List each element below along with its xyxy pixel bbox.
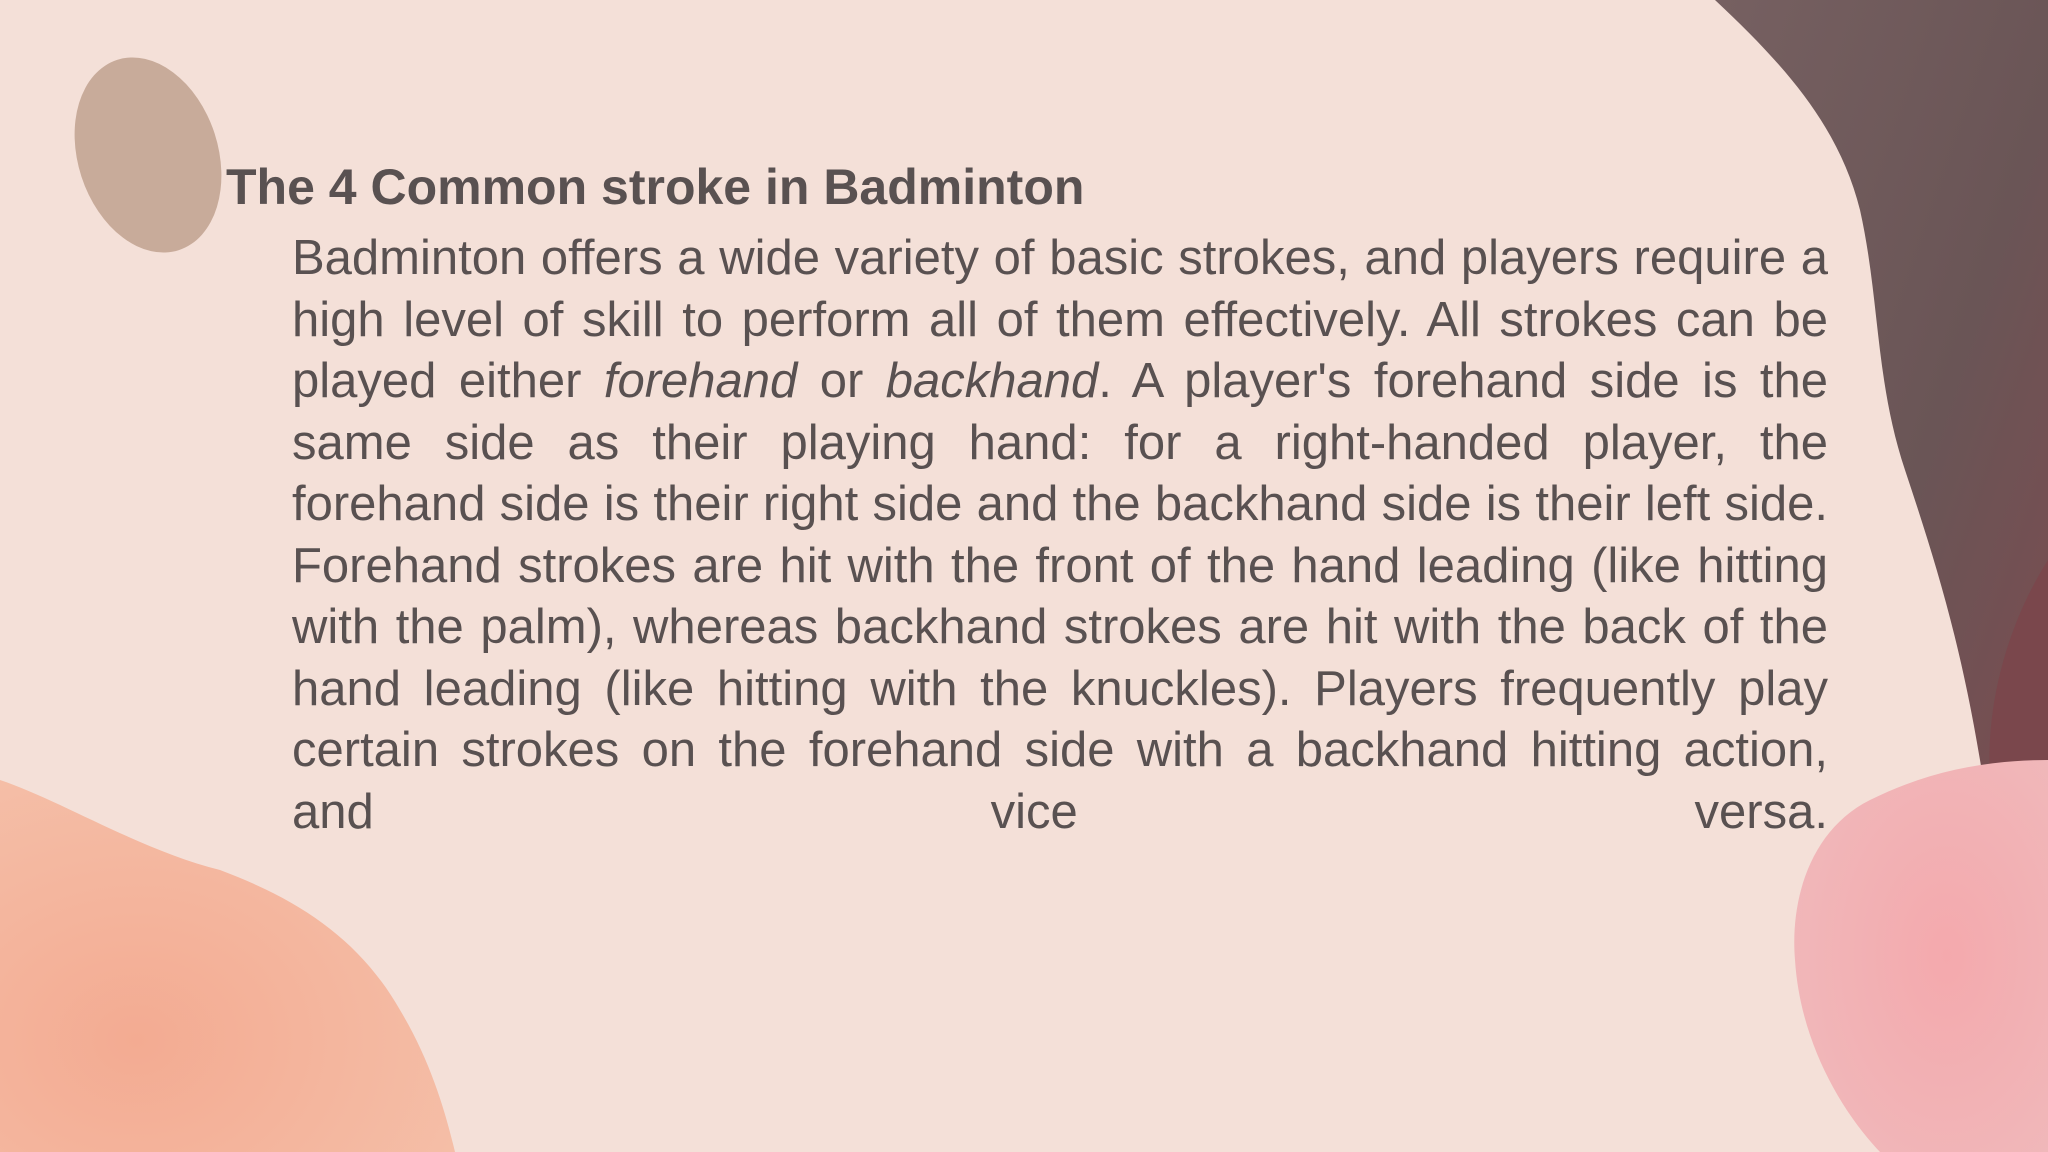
slide-title: The 4 Common stroke in Badminton (226, 159, 1085, 215)
paragraph-emphasis-backhand: backhand (885, 354, 1099, 408)
paragraph-text-2: or (797, 354, 886, 408)
slide-paragraph (292, 228, 1828, 843)
paragraph-text-1: Badminton offers a wide variety of basic strokes, and players require a high level of skill to perform all of them effectively. All strokes can be played either (292, 231, 1828, 408)
paragraph-text-3: . A player's forehand side is the same side as their playing hand: for a right-handed player, the forehand side is their right side and the backhand side is their left side. Forehand strokes are hit with the front of the hand leading (like hitting with the palm), whereas backhand strokes are hit with the back of the hand leading (like hitting with the knuckles). Players frequently play certain strokes on the forehand side with a backhand hitting action, and vice versa. (292, 354, 1829, 839)
paragraph-emphasis-forehand: forehand (603, 354, 798, 408)
